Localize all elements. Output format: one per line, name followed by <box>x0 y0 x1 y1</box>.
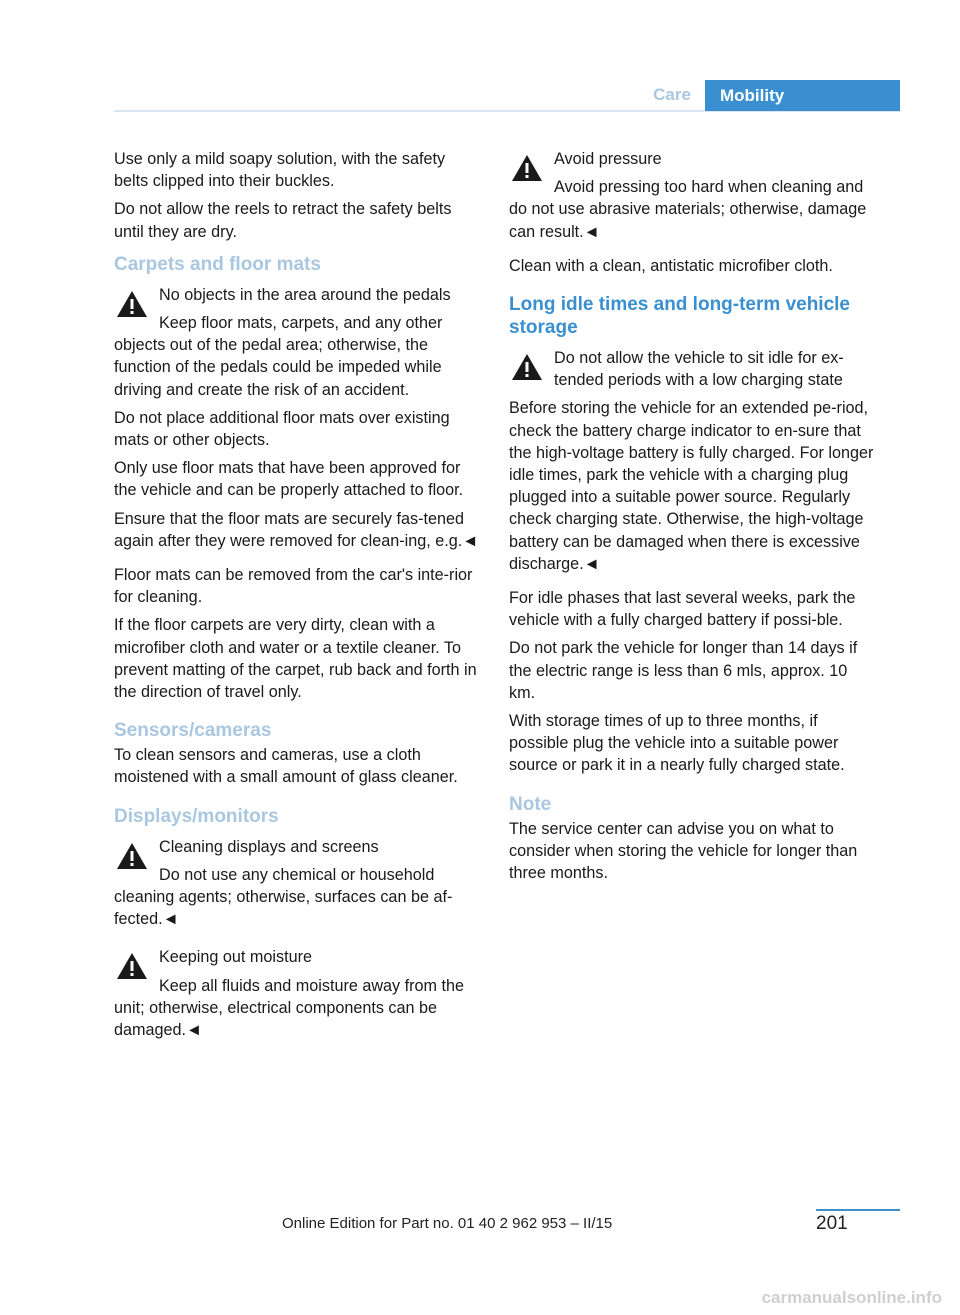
paragraph: To clean sensors and cameras, use a cloth moistened with a small amount of glass cleaner. <box>114 746 458 787</box>
section-heading-carpets: Carpets and floor mats <box>114 253 321 275</box>
paragraph: The service center can advise you on what to consider when storing the vehicle for longer than three months. <box>509 819 858 883</box>
paragraph: Use only a mild soapy solution, with the safety belts clipped into their buckles. <box>114 150 446 191</box>
warning-body: Keep floor mats, carpets, and any other objects out of the pedal area; otherwise, the function of the pedals could be impeded while driving and create the risk of an accident. <box>114 314 443 399</box>
paragraph: Clean with a clean, antistatic microfiber cloth. <box>509 256 833 275</box>
warning-body: Only use floor mats that have been approved for the vehicle and can be properly attached to floor. <box>114 459 464 500</box>
warning-title: Keeping out moisture <box>159 948 312 967</box>
warning-box <box>114 284 480 552</box>
warning-body: Do not place additional floor mats over existing mats or other objects. <box>114 408 450 450</box>
paragraph: Do not park the vehicle for longer than 14 days if the electric range is less than 6 mls, approx. 10 km. <box>509 639 858 702</box>
warning-body: Do not use any chemical or household cleaning agents; otherwise, surfaces can be af‐fected.◄ <box>114 865 453 929</box>
warning-triangle-icon <box>114 840 150 872</box>
warning-box <box>114 946 480 1041</box>
warning-triangle-icon <box>114 288 150 320</box>
right-column <box>509 148 875 890</box>
tab-care: Care <box>653 85 691 104</box>
section-heading-storage: Long idle times and long-term vehicle storage <box>509 294 850 339</box>
warning-title: Cleaning displays and screens <box>159 837 379 856</box>
warning-triangle-icon <box>114 950 150 982</box>
tab-mobility: Mobility <box>705 80 900 111</box>
page-number: 201 <box>816 1213 848 1234</box>
paragraph: If the floor carpets are very dirty, clean with a microfiber cloth and water or a textile cleaner. To prevent matting of the carpet, rub back and forth in the direction of travel only. <box>114 616 477 702</box>
warning-body: Keep all fluids and moisture away from the unit; otherwise, electrical components can be damaged.◄ <box>114 976 465 1040</box>
warning-body: Ensure that the floor mats are securely fas‐tened again after they were removed for clean‐ing, e.g.◄ <box>114 509 479 550</box>
warning-title: No objects in the area around the pedals <box>159 285 451 304</box>
watermark: carmanualsonline.info <box>761 1288 942 1307</box>
warning-body: Before storing the vehicle for an extended pe‐riod, check the battery charge indicator to en‐sure that the high-voltage battery is fully charged. For longer idle times, park the vehicle with a charging plug plugged into a suitable power source. Regularly check charging state. Otherwise, the high-voltage battery can be damaged when there is excessive discharge.◄ <box>509 399 874 573</box>
warning-box <box>114 836 480 931</box>
warning-title: Do not allow the vehicle to sit idle for ex‐tended periods with a low charging state <box>554 349 844 390</box>
section-heading-displays: Displays/monitors <box>114 805 279 827</box>
paragraph: Do not allow the reels to retract the safety belts until they are dry. <box>114 200 452 241</box>
left-column <box>114 148 480 1047</box>
footer-rule <box>816 1209 900 1211</box>
paragraph: Floor mats can be removed from the car's inte‐rior for cleaning. <box>114 566 473 607</box>
section-heading-sensors: Sensors/cameras <box>114 720 272 742</box>
warning-triangle-icon <box>509 152 545 184</box>
section-heading-note: Note <box>509 793 552 815</box>
warning-box <box>509 148 875 243</box>
warning-title: Avoid pressure <box>554 150 662 168</box>
warning-body: Avoid pressing too hard when cleaning and do not use abrasive materials; otherwise, damage can result.◄ <box>509 178 867 241</box>
paragraph: With storage times of up to three months, if possible plug the vehicle into a suitable power source or park it in a nearly fully charged state. <box>509 712 845 775</box>
warning-triangle-icon <box>509 351 545 383</box>
paragraph: For idle phases that last several weeks, park the vehicle with a fully charged battery if possi‐ble. <box>509 589 856 630</box>
footer-edition: Online Edition for Part no. 01 40 2 962 953 – II/15 <box>282 1215 613 1232</box>
warning-box <box>509 347 875 575</box>
